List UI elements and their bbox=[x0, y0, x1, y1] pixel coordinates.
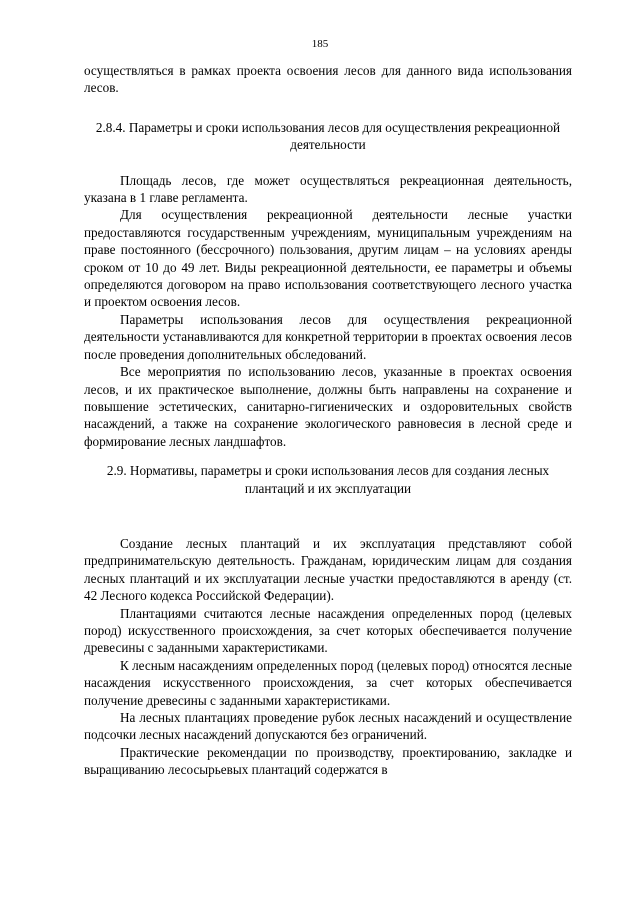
section-heading-2-9: 2.9. Нормативы, параметры и сроки использования лесов для создания лесных плантаций и их эксплуатации bbox=[106, 463, 550, 496]
paragraph: Практические рекомендации по производству, проектированию, закладке и выращиванию лесосырьевых плантаций содержатся в bbox=[84, 744, 572, 778]
paragraph: Параметры использования лесов для осуществления рекреационной деятельности устанавливаются для конкретной территории в проектах освоения лесов после проведения дополнительных обследований. bbox=[84, 311, 572, 362]
page-number: 185 bbox=[311, 38, 329, 50]
paragraph: Для осуществления рекреационной деятельности лесные участки предоставляются государственным учреждениям, муниципальным учреждениям на праве постоянного (бессрочного) пользования, другим лицам – на условиях аренды сроком от 10 до 49 лет. Виды рекреационной деятельности, ее параметры и объемы определяются договором на право использования соответствующего лесного участка и проектом освоения лесов. bbox=[84, 207, 572, 310]
paragraph: Площадь лесов, где может осуществляться рекреационная деятельность, указана в 1 главе регламента. bbox=[84, 172, 572, 206]
intro-paragraph: осуществляться в рамках проекта освоения лесов для данного вида использования лесов. bbox=[84, 63, 572, 96]
paragraph: Плантациями считаются лесные насаждения определенных пород (целевых пород) искусственного происхождения, за счет которых обеспечивается получение древесины с заданными характеристиками. bbox=[84, 605, 572, 656]
paragraph: Создание лесных плантаций и их эксплуатация представляют собой предпринимательскую деятельность. Гражданам, юридическим лицам для создания лесных плантаций и их эксплуатации лесные участки предоставляются в аренду (ст. 42 Лесного кодекса Российской Федерации). bbox=[84, 535, 572, 604]
paragraph: К лесным насаждениям определенных пород (целевых пород) относятся лесные насаждения искусственного происхождения, за счет которых обеспечивается получение древесины с заданными характеристиками. bbox=[84, 657, 572, 708]
paragraph: На лесных плантациях проведение рубок лесных насаждений и осуществление подсочки лесных насаждений допускаются без ограничений. bbox=[84, 710, 572, 743]
page-content bbox=[84, 62, 572, 779]
section-heading-2-8-4: 2.8.4. Параметры и сроки использования лесов для осуществления рекреационной деятельности bbox=[95, 119, 561, 153]
paragraph: Все мероприятия по использованию лесов, указанные в проектах освоения лесов, и их практическое выполнение, должны быть направлены на сохранение и повышение эстетических, санитарно-гигиенических и оздоровительных свойств насаждений, а также на сохранение экологического равновесия в лесной среде и формирование лесных ландшафтов. bbox=[84, 364, 572, 449]
